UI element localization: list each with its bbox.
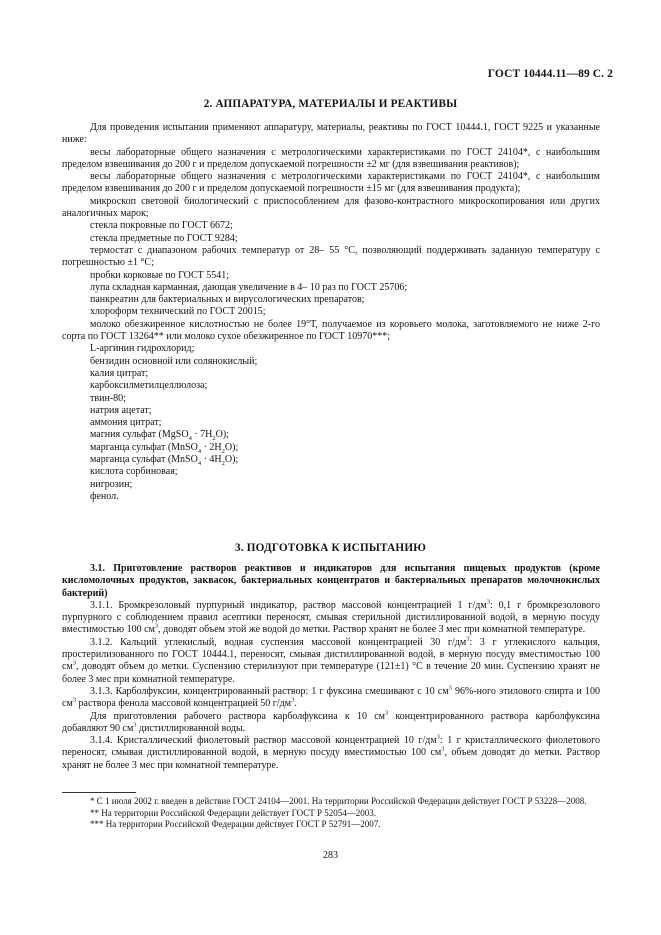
list-item: весы лабораторные общего назначения с метрологическими характеристиками по ГОСТ 24104*, с наибольшим пределом взвешивания до 200 г и пределом допускаемой погрешности ±2 мг (для взвешивания реактивов); bbox=[62, 146, 600, 170]
formula-item: марганца сульфат (MnSO$_4$ · $4H_2O$); bbox=[90, 454, 239, 468]
list-item: твин-80; bbox=[90, 392, 126, 404]
footnote-divider bbox=[62, 792, 136, 793]
list-item: аммония цитрат; bbox=[90, 417, 162, 429]
footnote-3: *** На территории Российской Федерации действует ГОСТ Р 52791—2007. bbox=[90, 819, 381, 829]
list-item: панкреатин для бактериальных и вирусологических препаратов; bbox=[90, 294, 365, 306]
list-item: бензидин основной или солянокислый; bbox=[90, 355, 258, 367]
clause-3-1-4: 3.1.4. Кристаллический фиолетовый раствор массовой концентрацией 10 $г/дм^3$: 1 г кристаллического фиолетового переносят, смывая дистиллированной водой, в мерную посуду вместимостью 100 $см^3$, объем доводят до метки. Раствор хранят не более 3 мес при комнатной температуре. bbox=[62, 733, 600, 771]
clause-3-1-3-working: Для приготовления рабочего раствора карболфуксина к 10 $см^3$ концентрированного раствора карболфуксина добавляют 90 $см^3$ дистиллированной воды. bbox=[62, 709, 600, 734]
list-item: L-аргинин гидрохлорид; bbox=[90, 343, 195, 355]
page-number: 283 bbox=[323, 850, 338, 861]
section-3-title: 3. ПОДГОТОВКА К ИСПЫТАНИЮ bbox=[234, 542, 427, 554]
section-2-title: 2. АППАРАТУРА, МАТЕРИАЛЫ И РЕАКТИВЫ bbox=[203, 98, 458, 110]
clause-3-1-2: 3.1.2. Кальций углекислый, водная суспензия массовой концентрацией 30 $г/дм^3$: 3 г углекислого кальция, простерилизованного по ГОСТ 10444.1, переносят, смывая дистиллированной водой, в мерную посуду вместимостью 100 $см^3$, доводят объем до метки. Суспензию стерилизуют при температуре (121±1) °С в течение 20 мин. Суспензию хранят не более 3 мес при комнатной температуре. bbox=[62, 635, 600, 685]
clause-3-1-3: 3.1.3. Карболфуксин, концентрированный раствор: 1 г фуксина смешивают с 10 $см^3$ 96%-ного этилового спирта и 100 $см^3$ раствора фенола массовой концентрацией 50 $г/дм^3$. bbox=[62, 684, 600, 710]
list-item: микроскоп световой биологический с приспособлением для фазово-контрастного микроскопирования или других аналогичных марок; bbox=[62, 195, 600, 220]
list-item: стекла покровные по ГОСТ 6672; bbox=[90, 220, 233, 232]
list-item: лупа складная карманная, дающая увеличение в 4– 10 раз по ГОСТ 25706; bbox=[90, 281, 408, 293]
list-item: карбоксилметилцеллюлоза; bbox=[90, 380, 208, 392]
list-item: стекла предметные по ГОСТ 9284; bbox=[90, 232, 238, 244]
list-item: молоко обезжиренное кислотностью не более 19°Т, получаемое из коровьего молока, заготовляемого не ниже 2-го сорта по ГОСТ 13264** или молоко сухое обезжиренное по ГОСТ 10970***; bbox=[62, 318, 600, 343]
section-2-body bbox=[62, 122, 600, 503]
list-item: термостат с диапазоном рабочих температур от 28– 55 °С, позволяющий поддерживать заданную температуру с погрешностью ±1 °С; bbox=[62, 244, 600, 269]
list-item: нигрозин; bbox=[90, 478, 133, 490]
section-3-body bbox=[62, 563, 600, 772]
footnote-2: ** На территории Российской Федерации действует ГОСТ Р 52054—2003. bbox=[90, 807, 376, 818]
list-item: весы лабораторные общего назначения с метрологическими характеристиками по ГОСТ 24104*, с наибольшим пределом взвешивания до 200 г и пределом допускаемой погрешности ±15 мг (для взвешивания продукта); bbox=[62, 171, 600, 195]
list-item: натрия ацетат; bbox=[90, 404, 152, 416]
list-item: фенол. bbox=[90, 490, 119, 502]
clause-3-1: 3.1. Приготовление растворов реактивов и индикаторов для испытания пищевых продуктов (кроме кисломолочных продуктов, заквасок, бактериальных концентратов и бактериальных препаратов молочнокислых бактерий) bbox=[62, 563, 600, 599]
intro-paragraph: Для проведения испытания применяют аппаратуру, материалы, реактивы по ГОСТ 10444.1, ГОСТ 9225 и указанные ниже: bbox=[62, 122, 600, 146]
list-item: хлороформ технический по ГОСТ 20015; bbox=[90, 306, 266, 318]
formula-item: марганца сульфат (MnSO$_4$ · $2H_2O$); bbox=[90, 441, 239, 455]
footnote-1: * С 1 июля 2002 г. введен в действие ГОСТ 24104—2001. На территории Российской Федерации действует ГОСТ Р 53228—2008. bbox=[90, 796, 587, 806]
list-item: кислота сорбиновая; bbox=[90, 466, 178, 478]
list-item: калия цитрат; bbox=[90, 367, 149, 379]
clause-3-1-1: 3.1.1. Бромкрезоловый пурпурный индикатор, раствор массовой концентрацией 1 $г/дм^3$: 0,1 г бромкрезолового пурпурного с соблюдением правил асептики переносят, смывая стерильной дистиллированной водой, в мерную посуду вместимостью 100 $см^3$, доводят объем этой же водой до метки. Раствор хранят не более 3 мес при комнатной температуре. bbox=[62, 598, 600, 636]
formula-item: магния сульфат (MgSO$_4$ · $7H_2O$); bbox=[90, 429, 229, 443]
page-header: ГОСТ 10444.11—89 С. 2 bbox=[487, 68, 613, 80]
list-item: пробки корковые по ГОСТ 5541; bbox=[90, 269, 230, 281]
footnotes bbox=[62, 796, 600, 831]
